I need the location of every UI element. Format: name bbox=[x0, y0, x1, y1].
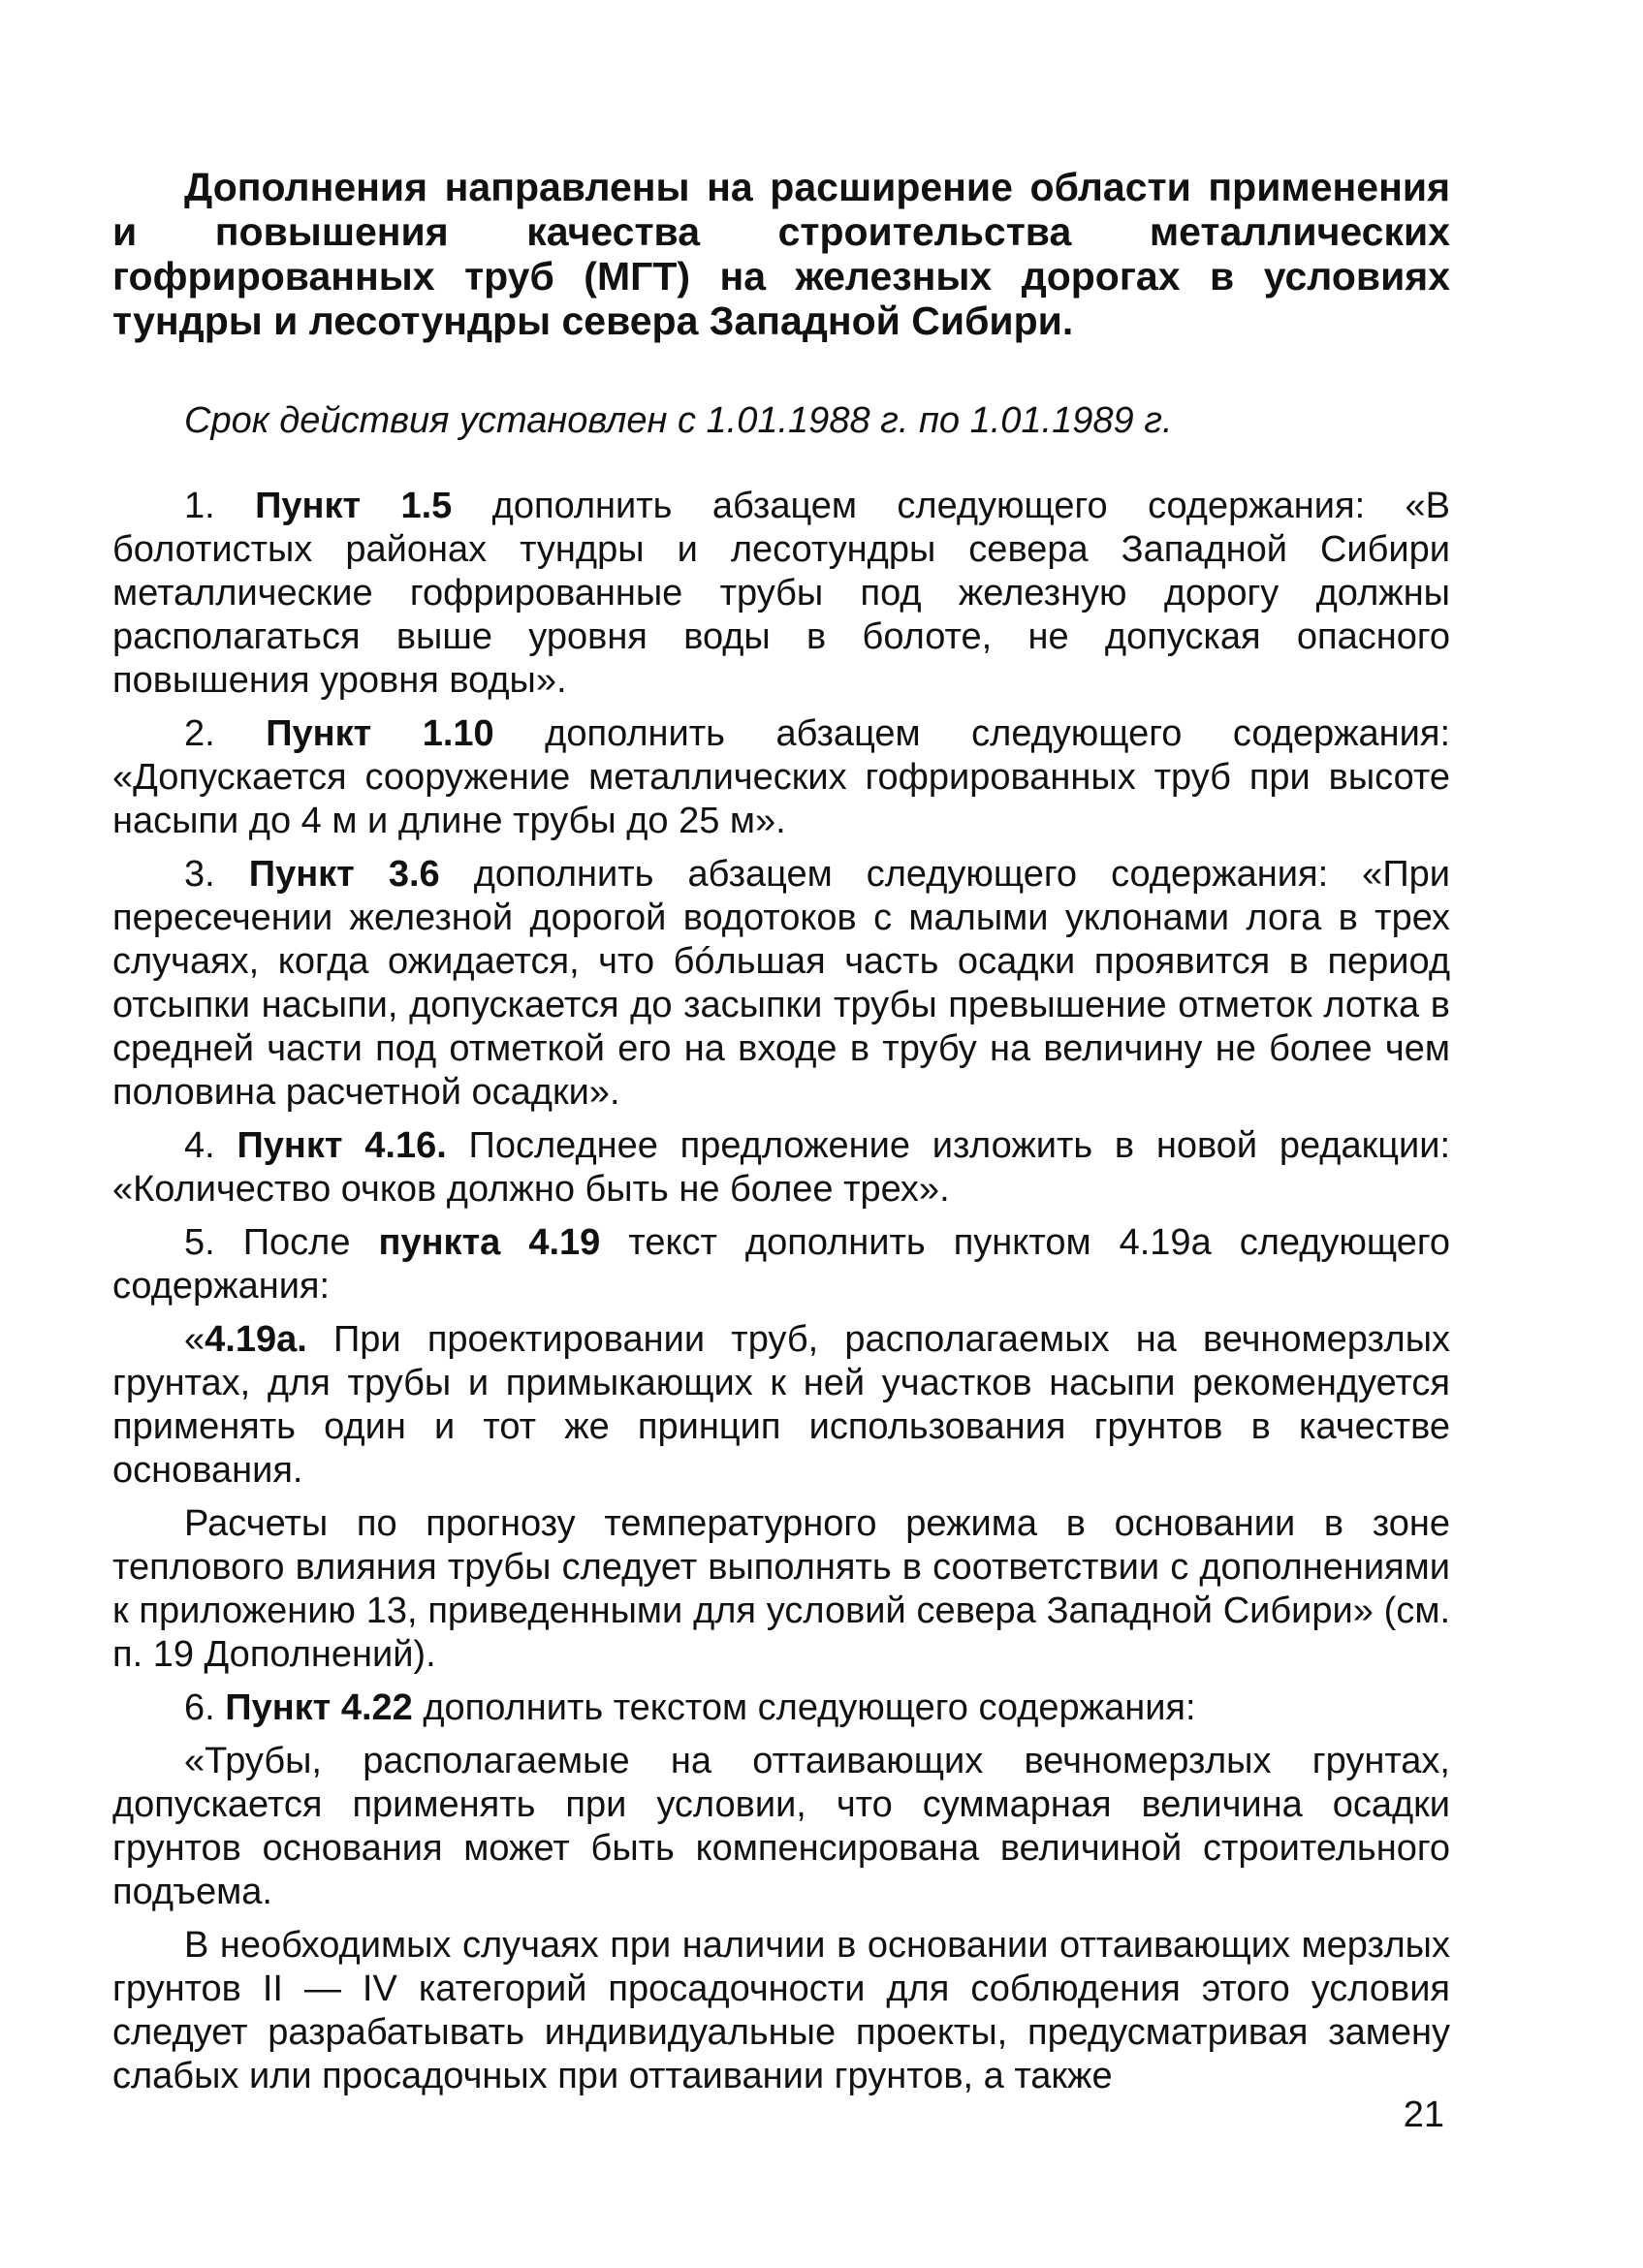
item-text: При проектировании труб, располагаемых на вечномерзлых грунтах, для трубы и примыкающих к ней участков насыпи рекомендуется применять один и тот же принцип использования грунтов в качестве основания. bbox=[112, 1319, 1450, 1491]
item-number: 2. bbox=[184, 713, 215, 754]
item-clause-ref: Пункт 1.10 bbox=[266, 713, 494, 754]
item-4 bbox=[112, 1124, 1450, 1212]
item-number: 6. bbox=[184, 1687, 215, 1728]
document-page bbox=[112, 165, 1450, 2108]
pipes-paragraph: «Трубы, располагаемые на оттаивающих вечномерзлых грунтах, допускается применять при условии, что суммарная величина осадки грунтов основания может быть компенсирована величиной строительного подъема. bbox=[112, 1741, 1450, 1912]
item-number: 5. После bbox=[184, 1222, 351, 1263]
item-text: дополнить абзацем следующего содержания: «В болотистых районах тундры и лесотундры севера Западной Сибири металлические гофрированные трубы под железную дорогу должны располагаться выше уровня воды в болоте, не допуская опасного повышения уровня воды». bbox=[112, 486, 1450, 701]
item-clause-ref: Пункт 4.16. bbox=[237, 1125, 447, 1166]
item-clause-ref: 4.19а. bbox=[205, 1319, 307, 1360]
item-text: Последнее предложение изложить в новой редакции: «Количество очков должно быть не более трех». bbox=[112, 1125, 1450, 1210]
item-6 bbox=[112, 1686, 1450, 1730]
item-4-19a bbox=[112, 1318, 1450, 1493]
item-text: дополнить абзацем следующего содержания: «При пересечении железной дорогой водотоков с малыми уклонами лога в трех случаях, когда ожидается, что бóльшая часть осадки проявится в период отсыпки насыпи, допускается до засыпки трубы превышение отметок лотка в средней части под отметкой его на входе в трубу на величину не более чем половина расчетной осадки». bbox=[112, 854, 1450, 1113]
item-text: текст дополнить пунктом 4.19а следующего содержания: bbox=[112, 1222, 1450, 1307]
item-text: дополнить текстом следующего содержания: bbox=[412, 1687, 1196, 1728]
item-5 bbox=[112, 1221, 1450, 1308]
item-3 bbox=[112, 853, 1450, 1115]
item-number: 4. bbox=[184, 1125, 215, 1166]
page-number: 21 bbox=[1403, 2095, 1444, 2135]
open-quote: « bbox=[184, 1319, 205, 1360]
item-1 bbox=[112, 485, 1450, 703]
item-number: 1. bbox=[184, 486, 215, 526]
item-number: 3. bbox=[184, 854, 215, 895]
item-clause-ref: пункта 4.19 bbox=[378, 1222, 601, 1263]
cases-paragraph: В необходимых случаях при наличии в основании оттаивающих мерзлых грунтов II — IV категорий просадочности для соблюдения этого условия следует разрабатывать индивидуальные проекты, предусматривая замену слабых или просадочных при оттаивании грунтов, а также bbox=[112, 1925, 1450, 2096]
item-2 bbox=[112, 712, 1450, 843]
calc-paragraph: Расчеты по прогнозу температурного режима в основании в зоне теплового влияния трубы следует выполнять в соответствии с дополнениями к приложению 13, приведенными для условий севера Западной Сибири» (см. п. 19 Дополнений). bbox=[112, 1503, 1450, 1675]
validity-period: Срок действия установлен с 1.01.1988 г. по 1.01.1989 г. bbox=[184, 400, 1173, 441]
item-text: дополнить абзацем следующего содержания: «Допускается сооружение металлических гофрированных труб при высоте насыпи до 4 м и длине трубы до 25 м». bbox=[112, 713, 1450, 841]
item-clause-ref: Пункт 1.5 bbox=[255, 486, 453, 526]
item-clause-ref: Пункт 4.22 bbox=[225, 1687, 413, 1728]
item-clause-ref: Пункт 3.6 bbox=[248, 854, 440, 895]
intro-paragraph: Дополнения направлены на расширение области применения и повышения качества строительства металлических гофрированных труб (МГТ) на железных дорогах в условиях тундры и лесотундры севера Западной Сибири. bbox=[112, 165, 1450, 343]
